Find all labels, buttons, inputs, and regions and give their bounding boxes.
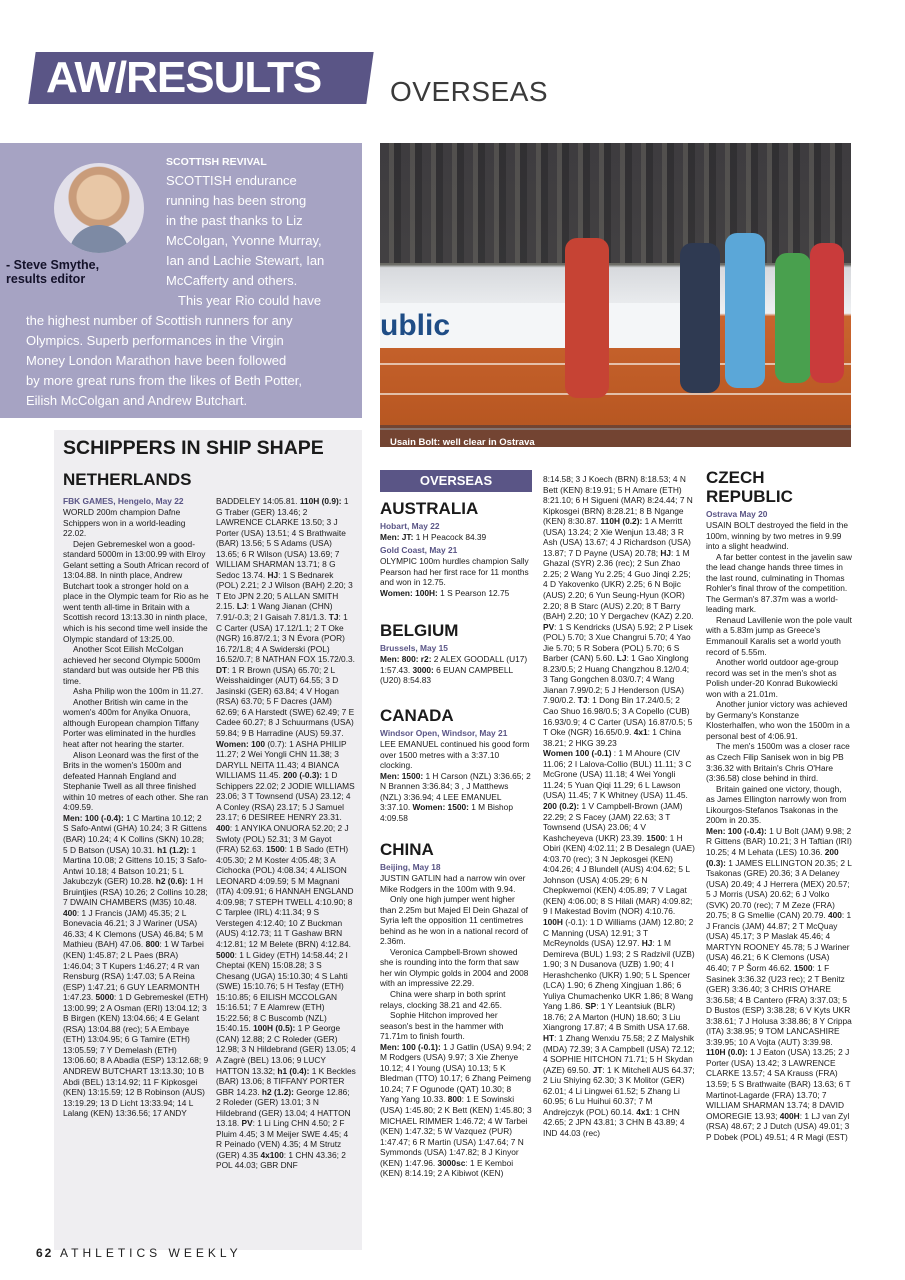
page-footer (36, 1246, 242, 1260)
results-column-4: 8:14.58; 3 J Koech (BRN) 8:18.53; 4 N Bett (KEN) 8:19.91; 5 H Amare (ETH) 8:21.10; 6 H Sigueni (MAR) 8:24.44; 7 N Kipkosgei (BRN) 8:28.21; 8 B Ngange (KEN) 8:30.87. 110H (0.2): 1 A Merritt (USA) 13.24; 2 Xie Wenjun 13.48; 3 R Ash (USA) 13.67; 4 J Richardson (USA) 13.87; 7 D Payne (USA) 20.78; HJ: 1 M Ghazal (SYR) 2.36 (rec); 2 Sun Zhao 2.25; 2 Wang Yu 2.25; 4 Guo Jinqi 2.25; 4 D Yakovenko (UKR) 2.25; 6 N Bojic (AUS) 2.20; 6 Yun Seung-Hyun (KOR) 2.20; 8 B Starc (AUS) 2.20; 8 T Barry (BAH) 2.20; 10 Y Dergachev (KAZ) 2.20. PV: 1 S Kendricks (USA) 5.92; 2 P Lisek (POL) 5.70; 3 Xue Changrui 5.70; 4 Yao Jie 5.70; 5 R Sobera (POL) 5.70; 6 S Barber (CAN) 5.60. LJ: 1 Gao Xinglong 8.23/0.5; 2 Huang Changzhou 8.12/0.4; 3 Tang Gongchen 8.03/0.7; 4 Wang Jianan 7.99/0.2; 5 J Henderson (USA) 7.90/0.2. TJ: 1 Dong Bin 17.24/0.5; 2 Cao Shuo 16.98/0.5; 3 A Copello (CUB) 16.93/0.9; 4 C Carter (USA) 16.87/0.5; 5 T Oke (NGR) 16.65/0.9. 4x1: 1 China 38.21; 2 HKG 39.23 Women 100 (-0.1) : 1 M Ahoure (CIV 11.06; 2 I Lalova-Collio (BUL) 11.11; 3 C McGrone (USA) 11.18; 4 Wei Yongli 11.24; 5 Yuan Qiqi 11.29; 6 L Lawson (USA) 11.45; 7 K Whitney (USA) 11.45. 200 (0.2): 1 V Campbell-Brown (JAM) 22.29; 2 S Facey (JAM) 22.63; 3 T Townsend (USA) 23.06; 4 V Kashcheyeva (UKR) 23.39. 1500: 1 H Obiri (KEN) 4:02.11; 2 B Desalegn (UAE) 4:03.70 (rec); 3 N Jepkosgei (KEN) 4:04.26; 4 J Blundell (AUS) 4:04.62; 5 L Johnson (USA) 4:05.29; 6 N Chepkwemoi (KEN) 4:05.89; 7 V Lagat (KEN) 4:06.00; 8 S Hilali (MAR) 4:09.82; 9 I Makestad Bovim (NOR) 4:10.76. 100H (-0.1): 1 D Williams (JAM) 12.80; 2 C Manning (USA) 12.91; 3 T McReynolds (USA) 12.97. HJ: 1 M Demireva (BUL) 1.93; 2 S Radzivil (UZB) 1.90; 3 N Dusanova (UZB) 1.90; 4 I Herashchenko (UKR) 1.90; 5 L Spencer (LCA) 1.90; 6 Zheng Xingjuan 1.86; 6 Yuliya Chumachenko UKR 1.86; 8 Wang Yang 1.86. SP: 1 Y Leantsiuk (BLR) 18.76; 2 A Marton (HUN) 18.60; 3 Liu Xiangrong 17.87; 4 B Smith USA 17.68. HT: 1 Zhang Wenxiu 75.58; 2 Z Malyshik (MDA) 72.39; 3 A Campbell (USA) 72.12; 4 SOPHIE HITCHON 71.71; 5 H Skydan (AZE) 69.50. JT: 1 K Mitchell AUS 64.37; 2 Liu Shiying 62.30; 3 K Molitor (GER) 62.01; 4 Li Lingwei 61.52; 5 Zhang Li 60.95; 6 Lu Huihui 60.37; 7 M Andrejczyk (POL) 60.14. 4x1: 1 CHN 42.65; 2 JPN 43.81; 3 CHN B 43.89; 4 IND 44.03 (rec) (543, 474, 695, 1138)
meet-name: Gold Coast, May 21 (380, 545, 458, 555)
section-title: OVERSEAS (390, 76, 549, 107)
overseas-label: OVERSEAS (380, 470, 532, 492)
editor-avatar (54, 163, 144, 253)
results-czech: USAIN BOLT destroyed the field in the 100m, winning by two metres in 9.99 into a slight headwind. A far better contest in the javelin saw the lead change hands three times in the last round, culminating in Thomas Rohler's final throw of the competition. The German's 87.37m was a world-leading mark. Renaud Lavillenie won the pole vault with a 5.83m jump as Greece's Emmanouil Karalis set a world youth record of 5.55m. Another world outdoor age-group record was set in the men's shot as Polish under-20 Konrad Bukowiecki won with a 21.01m. Another junior victory was achieved by Germany's Konstanze Klosterhalfen, who won the 1500m in a personal best of 4:06.91. The men's 1500m was a closer race as Czech Filip Sanisek won in big PB 3:36.32 with Britain's Chris O'Hare (3:36.58) close behind in third. Britain gained one victory, though, as James Ellington narrowly won from Likourgos-Stefanos Tsakonas in the 200m in 20.35. Men: 100 (-0.4): 1 U Bolt (JAM) 9.98; 2 R Gittens (BAR) 10.21; 3 H Taftian (IRI) 10.25; 4 M Lehata (LES) 10.36. 200 (0.3): 1 JAMES ELLINGTON 20.35; 2 L Tsakonas (GRE) 20.36; 3 A Delaney (USA) 20.49; 4 J Herrera (MEX) 20.57; 5 J Morris (USA) 20.62; 6 J Volko (SVK) 20.70 (rec); 7 M Zeze (FRA) 20.75; 8 G Smellie (CAN) 20.79. 400: 1 J Francis (JAM) 44.87; 2 T McQuay (USA) 45.17; 3 P Maslak 45.46; 4 MARTYN ROONEY 45.78; 5 J Wariner (USA) 46.21; 6 K Clemons (USA) 46.40; 7 P Šorm 46.62. 1500: 1 F Sasinek 3:36.32 (U23 rec); 2 T Benitz (GER) 3:36.40; 3 CHRIS O'HARE 3:36.58; 4 B Cantero (FRA) 3:37.03; 5 D Bustos (ESP) 3:38.28; 6 V Kyts UKR 3:38.61; 7 J Holusa 3:38.86; 8 Y Crippa (ITA) 3:38.95; 9 TOM LANCASHIRE 3:39.95; 10 A Vojta (AUT) 3:39.98. 110H (0.0): 1 J Eaton (USA) 13.25; 2 J Porter (USA) 13.42; 3 LAWRENCE CLARKE 13.57; 4 SA Krauss (FRA) 13.59; 5 S Brathwaite (BAR) 13.63; 6 T Martinot-Lagarde (FRA) 13.70; 7 WILLIAM SHARMAN 13.74; 8 DAVID OMOREGIE 13.93; 400H: 1 LJ van Zyl (RSA) 48.67; 2 J Dutch (USA) 49.01; 3 P Dobek (POL) 49.51; 4 R Magi (EST) (706, 520, 852, 1142)
editor-text-line: Olympics. Superb performances in the Virgin (26, 333, 284, 348)
editor-text-line: Money London Marathon have been followed (26, 353, 287, 368)
meet-name: Hobart, May 22 (380, 521, 440, 531)
country-heading-belgium: BELGIUM (380, 621, 459, 640)
results-china: JUSTIN GATLIN had a narrow win over Mike Rodgers in the 100m with 9.94. Only one high jumper went higher than 2.25m but Majed El Dein Ghazal of Syria left the opposition 11 centimetres behind as he won in a national record of 2.36m. Veronica Campbell-Brown showed she is rounding into the form that saw her win Olympic golds in 2004 and 2008 with an impressive 22.29. China were sharp in both sprint relays, clocking 38.21 and 42.65. Sophie Hitchon improved her season's best in the hammer with 71.71m to finish fourth. Men: 100 (-0.1): 1 J Gatlin (USA) 9.94; 2 M Rodgers (USA) 9.97; 3 Xie Zhenye 10.12; 4 I Young (USA) 10.13; 5 K Bledman (TTO) 10.17; 6 Zhang Peimeng 10.24; 7 F Ogunode (QAT) 10.30; 8 Yang Yang 10.33. 800: 1 E Sowinski (USA) 1:45.80; 2 K Bett (KEN) 1:45.80; 3 MICHAEL RIMMER 1:46.72; 4 W Tarbei (KEN) 1:47.32; 5 W Vazquez (PUR) 1:47.47; 6 R Martin (USA) 1:47.64; 7 N Symmonds (USA) 1:47.82; 8 J Kinyor (KEN) 1:47.96. 3000sc: 1 E Kemboi (KEN) 8:14.19; 2 A Kibiwot (KEN) (380, 873, 532, 1179)
masthead-banner (28, 52, 373, 104)
editor-heading: SCOTTISH REVIVAL (166, 156, 267, 168)
editor-text-line: This year Rio could have (178, 293, 322, 308)
editor-text-line: McColgan, Yvonne Murray, (166, 233, 322, 248)
editor-text-line: in the past thanks to Liz (166, 213, 303, 228)
country-heading-czech-line2: REPUBLIC (706, 487, 793, 506)
results-canada: LEE EMANUEL continued his good form over 1500 metres with a 3:37.10 clocking. Men: 1500: 1 H Carson (NZL) 3:36.65; 2 N Brannen 3:36.84; 3 , J Matthews (NZL) 3:36.94; 4 LEE EMANUEL 3:37.10. Women: 1500: 1 M Bishop 4:09.58 (380, 739, 531, 823)
country-heading-netherlands: NETHERLANDS (63, 470, 192, 489)
results-australia-1: Men: JT: 1 H Peacock 84.39 (380, 532, 487, 542)
meet-name: FBK GAMES, Hengelo, May 22 (63, 496, 184, 506)
country-heading-czech (706, 468, 793, 506)
editor-name-line1: - Steve Smythe, (6, 258, 100, 272)
editor-text-line: running has been strong (166, 193, 307, 208)
magazine-name: ATHLETICS WEEKLY (60, 1246, 242, 1260)
main-headline: SCHIPPERS IN SHIP SHAPE (63, 437, 324, 459)
country-heading-czech-line1: CZECH (706, 468, 765, 487)
race-photo (380, 143, 851, 447)
masthead-title: AW/RESULTS (46, 53, 322, 102)
results-belgium: Men: 800: r2: 2 ALEX GOODALL (U17) 1:57.43. 3000: 6 EUAN CAMPBELL (U20) 8:54.83 (380, 654, 528, 686)
meet-name: Brussels, May 15 (380, 643, 448, 653)
photo-banner-text: ublic (380, 309, 451, 342)
editor-text-line: Ian and Lachie Stewart, Ian (166, 253, 325, 268)
editor-text-line: McCafferty and others. (166, 273, 298, 288)
editor-text-line: the highest number of Scottish runners for any (26, 313, 293, 328)
country-heading-australia: AUSTRALIA (380, 499, 479, 518)
country-heading-china: CHINA (380, 840, 434, 859)
meet-name: Beijing, May 18 (380, 862, 441, 872)
page-number: 62 (36, 1246, 54, 1260)
editor-text-line: Eilish McColgan and Andrew Butchart. (26, 393, 248, 408)
editor-name-line2: results editor (6, 272, 86, 286)
results-column-1: WORLD 200m champion Dafne Schippers won in a world-leading 22.02. Dejen Gebremeskel won a good-standard 5000m in 13:00.99 with Elroy Gelant setting a South African record of 13:04.88. In ninth place, Andrew Butchart took a stronger hold on a place in the Olympic team for Rio as he went tenth all-time in Britain with a Scottish record 13:13.30 in ninth place, which is his second time well inside the Olympic standard of 13:25.00. Another Scot Eilish McColgan achieved her second Olympic 5000m standard but was outside her PB this time. Asha Philip won the 100m in 11.27. Another British win came in the women's 400m for Anyika Onuora, although European champion Tiffany Porter was eliminated in the hurdles heat after not hearing the starter. Alison Leonard was the first of the Brits in the women's 1500m and defeated Hannah England and Stephanie Twell as all three finished within 10 metres of each other. She ran 4:09.59. Men: 100 (-0.4): 1 C Martina 10.12; 2 S Safo-Antwi (GHA) 10.24; 3 R Gittens (BAR) 10.24; 4 K Collins (SKN) 10.28; 5 D Batson (USA) 10.31. h1 (1.2): 1 Martina 10.08; 2 Gittens 10.15; 3 Safo-Antwi 10.18; 4 Batson 10.21; 5 L Jakubczyk (GER) 10.28. h2 (0.6): 1 H Bruintjies (RSA) 10.26; 2 Collins 10.28; 7 DWAIN CHAMBERS (M35) 10.48. 400: 1 J Francis (JAM) 45.35; 2 L Bonevacia 46.21; 3 J Wariner (USA) 46.33; 4 K Clemons (USA) 46.84; 5 M Mathieu (BAH) 47.06. 800: 1 W Tarbei (KEN) 1:45.87; 2 L Paes (BRA) 1:46.04; 3 T Kupers 1:46.27; 4 R van Rensburg (RSA) 1:47.03; 5 A Reina (ESP) 1:47.21; 6 GUY LEARMONTH 1:47.23. 5000: 1 D Gebremeskel (ETH) 13:00.99; 2 A Osman (ERI) 13:04.12; 3 B Birgen (KEN) 13:04.66; 4 E Gelant (RSA) 13:04.88 (rec); 5 A Embaye (ETH) 13:04.95; 6 G Tamire (ETH) 13:05.59; 7 Y Demelash (ETH) 13:06.60; 8 A Abadia (ESP) 13:12.68; 9 ANDREW BUTCHART 13:13.30; 10 B Abdi (BEL) 13:14.92; 11 F Kipkosgei (KEN) 13:15.59; 12 B Robinson (AUS) 13:19.29; 13 D Licht 13:33.94; 14 L Lalang (KEN) 13:36.56; 17 ANDY (63, 507, 209, 1119)
meet-name: Ostrava May 20 (706, 509, 768, 519)
meet-name: Windsor Open, Windsor, May 21 (380, 728, 508, 738)
results-australia-2: OLYMPIC 100m hurdles champion Sally Pearson had her first race for 11 months and won in 12.75. Women: 100H: 1 S Pearson 12.75 (380, 556, 529, 598)
country-heading-canada: CANADA (380, 706, 454, 725)
editor-name (6, 258, 99, 286)
editor-text-line: by more great runs from the likes of Beth Potter, (26, 373, 303, 388)
editor-text-line: SCOTTISH endurance (166, 173, 297, 188)
photo-caption: Usain Bolt: well clear in Ostrava (390, 437, 535, 448)
results-column-2: BADDELEY 14:05.81. 110H (0.9): 1 G Traber (GER) 13.46; 2 LAWRENCE CLARKE 13.50; 3 J Porter (USA) 13.51; 4 S Brathwaite (BAR) 13.56; 5 S Adams (USA) 13.65; 6 R Wilson (USA) 13.69; 7 WILLIAM SHARMAN 13.71; 8 G Sedoc 13.74. HJ: 1 S Bednarek (POL) 2.21; 2 J Wilson (BAH) 2.20; 3 T Eto JPN 2.20; 5 ALLAN SMITH 2.15. LJ: 1 Wang Jianan (CHN) 7.91/-0.3; 2 I Gaisah 7.81/1.3. TJ: 1 C Carter (USA) 17.12/1.1; 2 T Oke (NGR) 16.87/2.1; 3 N Évora (POR) 16.72/1.8; 4 A Swiderski (POL) 16.52/0.7; 8 NATHAN FOX 15.72/0.3. DT: 1 R Brown (USA) 65.70; 2 L Weisshaidinger (AUT) 64.55; 3 D Jasinski (GER) 63.84; 4 V Hogan (RSA) 63.70; 5 F Dacres (JAM) 62.69; 6 A Harstedt (SWE) 62.49; 7 E Cadee 60.27; 8 J Schuurmans (USA) 59.84; 9 B Harradine (AUS) 59.37. Women: 100 (0.7): 1 ASHA PHILIP 11.27; 2 Wei Yongli CHN 11.38; 3 DARYLL NEITA 11.43; 4 BIANCA WILLIAMS 11.45. 200 (-0.3): 1 D Schippers 22.02; 2 JODIE WILLIAMS 23.06; 3 T Townsend (USA) 23.12; 4 A Conley (RSA) 23.17; 5 J Samuel 23.17; 6 DESIREE HENRY 23.31. 400: 1 ANYIKA ONUORA 52.20; 2 J Swloty (POL) 52.31; 3 M Gayot (FRA) 52.63. 1500: 1 B Sado (ETH) 4:05.30; 2 M Koster 4:05.48; 3 A Cichocka (POL) 4:08.34; 4 ALISON LEONARD 4:09.59; 5 M Magnani (ITA) 4:09.91; 6 HANNAH ENGLAND 4:09.98; 7 STEPH TWELL 4:10.90; 8 C Tarplee (IRL) 4:11.34; 9 S Verstegen 4:12.40; 10 Z Buckman (AUS) 4:12.73; 11 T Gashaw BRN 4:12.81; 12 M Belete (BRN) 4:12.84. 5000: 1 L Gidey (ETH) 14:58.44; 2 I Cheptai (KEN) 15:08.28; 3 S Chesang (UGA) 15:10.30; 4 S Lahti (SWE) 15:10.76; 5 H Tesfay (ETH) 15:10.85; 6 EILISH MCCOLGAN 15:16.51; 7 E Alamrew (ETH) 15:22.56; 8 C Buscomb (NZL) 15:40.15. 100H (0.5): 1 P George (CAN) 12.88; 2 C Roleder (GER) 12.98; 3 N Hildebrand (GER) 13.05; 4 A Zagrè (BEL) 13.06; 9 LUCY HATTON 13.32; h1 (0.4): 1 K Beckles (BAR) 13.06; 8 TIFFANY PORTER GBR 14.23. h2 (1.2): George 12.86; 2 Roleder (GER) 13.01; 3 N Hildebrand (GER) 13.04; 4 HATTON 13.18. PV: 1 Li Ling CHN 4.50; 2 F Pluim 4.45; 3 M Meijer SWE 4.45; 4 R Peinado (VEN) 4.35; 4 M Strutz (GER) 4.35 4x100: 1 CHN 43.36; 2 POL 44.03; GBR DNF (216, 496, 356, 1171)
